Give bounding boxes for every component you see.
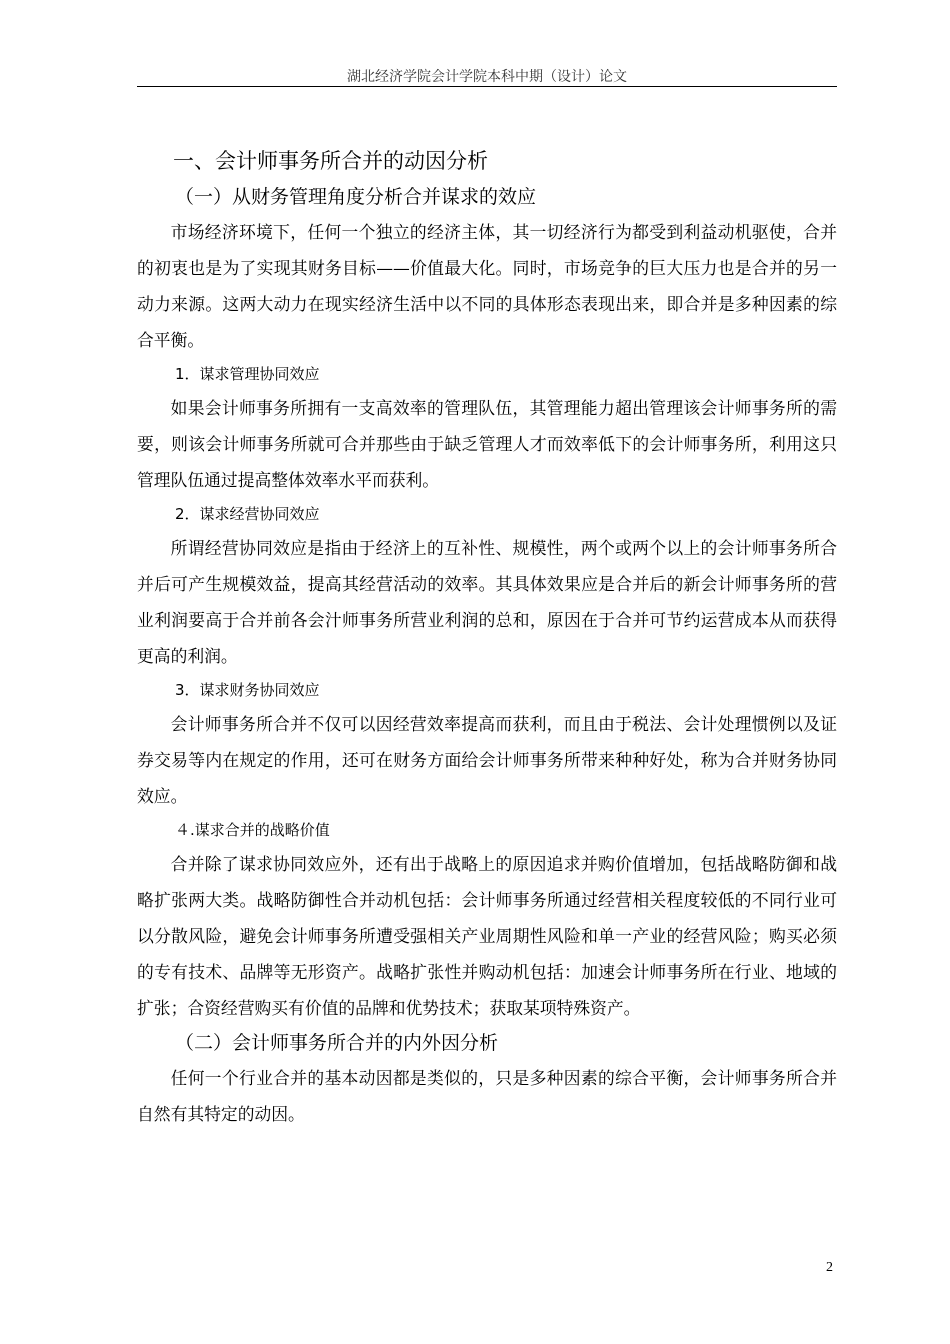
- paragraph-intro: 市场经济环境下，任何一个独立的经济主体，其一切经济行为都受到利益动机驱使，合并的初衷也是为了实现其财务目标——价值最大化。同时，市场竞争的巨大压力也是合并的另一动力来源。这两大动力在现实经济生活中以不同的具体形态表现出来，即合并是多种因素的综合平衡。: [137, 222, 837, 350]
- paragraph-item-2: 所谓经营协同效应是指由于经济上的互补性、规模性，两个或两个以上的会计师事务所合并后可产生规模效益，提高其经营活动的效率。其具体效果应是合并后的新会计师事务所的营业利润要高于合并前各会汁师事务所营业利润的总和，原因在于合并可节约运营成本从而获得更高的利润。: [137, 538, 837, 666]
- header-rule: [137, 86, 837, 87]
- subsection-heading-1: （一）从财务管理角度分析合并谋求的效应: [175, 186, 537, 208]
- paragraph-item-1: 如果会计师事务所拥有一支高效率的管理队伍，其管理能力超出管理该会计师事务所的需要，则该会计师事务所就可合并那些由于缺乏管理人才而效率低下的会计师事务所，利用这只管理队伍通过提高整体效率水平而获利。: [137, 398, 837, 490]
- section-heading: 一、会计师事务所合并的动因分析: [173, 149, 488, 173]
- paragraph-sub2-intro: 任何一个行业合并的基本动因都是类似的，只是多种因素的综合平衡，会计师事务所合并自然有其特定的动因。: [137, 1068, 837, 1124]
- page-body: [137, 142, 837, 1132]
- paragraph-item-4: 合并除了谋求协同效应外，还有出于战略上的原因追求并购价值增加，包括战略防御和战略扩张两大类。战略防御性合并动机包括：会计师事务所通过经营相关程度较低的不同行业可以分散风险，避免会计师事务所遭受强相关产业周期性风险和单一产业的经营风险；购买必须的专有技术、品牌等无形资产。战略扩张性并购动机包括：加速会计师事务所在行业、地域的扩张；合资经营购买有价值的品牌和优势技术；获取某项特殊资产。: [137, 854, 837, 1018]
- page-number: 2: [826, 1260, 833, 1275]
- subsection-heading-2: （二）会计师事务所合并的内外因分析: [175, 1032, 499, 1054]
- item-heading-4: ４.谋求合并的战略价值: [175, 821, 330, 839]
- item-heading-3: 3．谋求财务协同效应: [175, 681, 320, 699]
- running-header: 湖北经济学院会计学院本科中期（设计）论文: [347, 69, 627, 85]
- paragraph-item-3: 会计师事务所合并不仅可以因经营效率提高而获利，而且由于税法、会计处理惯例以及证券交易等内在规定的作用，还可在财务方面给会计师事务所带来种种好处，称为合并财务协同效应。: [137, 714, 837, 806]
- item-heading-1: 1．谋求管理协同效应: [175, 365, 320, 383]
- item-heading-2: 2．谋求经营协同效应: [175, 505, 320, 523]
